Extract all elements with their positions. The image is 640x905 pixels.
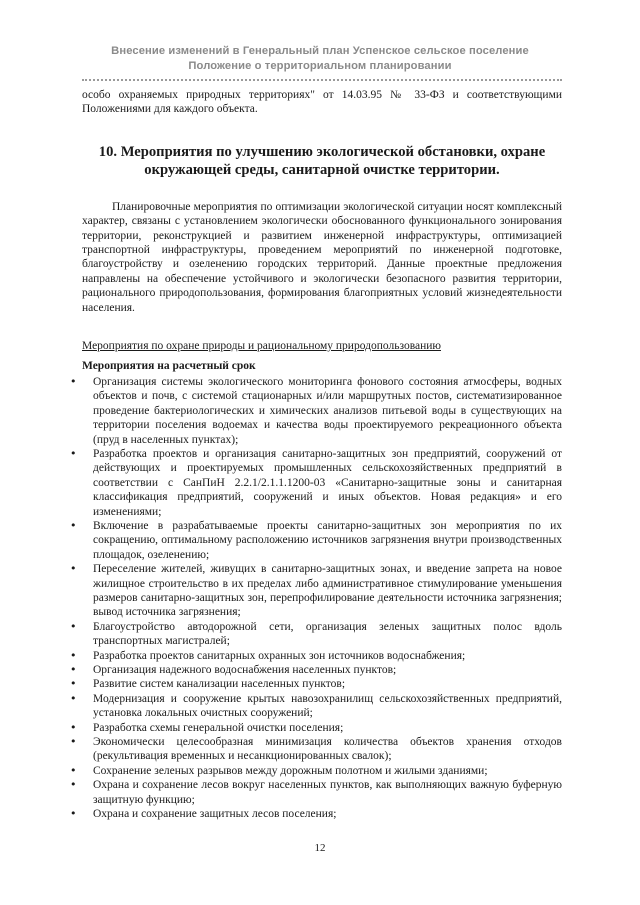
bullet-icon: • bbox=[70, 735, 77, 749]
list-item bbox=[70, 807, 562, 821]
list-item bbox=[70, 446, 562, 519]
list-item bbox=[70, 374, 562, 447]
list-item bbox=[70, 648, 562, 663]
bullet-icon: • bbox=[70, 374, 77, 388]
list-item bbox=[70, 677, 562, 691]
bullet-icon: • bbox=[70, 677, 77, 691]
list-item-text: Экономически целесообразная минимизация количества объектов хранения отходов (рекультивация временных и несанкционированных свалок); bbox=[93, 736, 562, 763]
running-header bbox=[60, 44, 580, 74]
bullet-icon: • bbox=[70, 648, 77, 662]
list-item-text: Развитие систем канализации населенных пунктов; bbox=[93, 678, 346, 691]
list-item-text: Модернизация и сооружение крытых навозохранилищ сельскохозяйственных предприятий, установка локальных очистных сооружений; bbox=[93, 692, 562, 720]
header-divider bbox=[82, 79, 562, 81]
page-body bbox=[70, 88, 562, 821]
bullet-icon: • bbox=[70, 778, 77, 792]
list-item bbox=[70, 735, 562, 764]
bullet-icon: • bbox=[70, 763, 77, 777]
header-line-1: Внесение изменений в Генеральный план Успенское сельское поселение bbox=[111, 45, 529, 57]
section-paragraph: Планировочные мероприятия по оптимизации экологической ситуации носят комплексный характер, связаны с установлением экологически обоснованного функционального зонирования территории, реконструкцией и развитием инженерной инфраструктуры, оптимизацией транспортной инфраструктуры, проведением мероприятий по инженерной подготовке, благоустройству и озеленению городских территорий. Данные проектные предложения направлены на обеспечение устойчивого и экологически безопасного развития территории, рационального природопользования, формирования благоприятных условий жизнедеятельности населения. bbox=[82, 200, 562, 314]
list-item-text: Сохранение зеленых разрывов между дорожным полотном и жилыми зданиями; bbox=[93, 764, 488, 777]
list-item bbox=[70, 518, 562, 562]
list-item-text: Охрана и сохранение лесов вокруг населенных пунктов, как выполняющих важную буферную защитную функцию; bbox=[93, 779, 562, 806]
list-item-text: Организация надежного водоснабжения населенных пунктов; bbox=[93, 664, 397, 676]
bullet-icon: • bbox=[70, 691, 77, 705]
measures-list bbox=[70, 374, 562, 822]
list-item-text: Включение в разрабатываемые проекты санитарно-защитных зон мероприятия по их сокращению, оптимальному расположению источников загрязнения внутри производственных площадок, озеленению; bbox=[93, 519, 562, 561]
bullet-icon: • bbox=[70, 720, 77, 734]
list-heading: Мероприятия на расчетный срок bbox=[82, 360, 256, 373]
subheading: Мероприятия по охране природы и рациональному природопользованию bbox=[82, 340, 441, 353]
bullet-icon: • bbox=[70, 619, 77, 633]
list-item bbox=[70, 619, 562, 649]
intro-continuation: особо охраняемых природных территориях" от 14.03.95 № 33-ФЗ и соответствующими Положениями для каждого объекта. bbox=[82, 89, 562, 116]
bullet-icon: • bbox=[70, 446, 77, 460]
list-item-text: Разработка проектов и организация санитарно-защитных зон предприятий, сооружений от действующих и проектируемых промышленных сельскохозяйственных предприятий в соответствии с СанПиН 2.2.1/2.1.1.1200-03 «Санитарно-защитные зоны и санитарная классификация предприятий, сооружений и иных объектов. Новая редакция» и его изменениями; bbox=[93, 447, 562, 518]
list-item bbox=[70, 691, 562, 721]
list-item bbox=[70, 663, 562, 677]
bullet-icon: • bbox=[70, 807, 77, 821]
list-item-text: Охрана и сохранение защитных лесов поселения; bbox=[93, 808, 337, 821]
list-item bbox=[70, 778, 562, 807]
list-item bbox=[70, 763, 562, 778]
header-line-2: Положение о территориальном планировании bbox=[188, 60, 452, 72]
list-item bbox=[70, 720, 562, 735]
list-item-text: Переселение жителей, живущих в санитарно-защитных зонах, и введение запрета на новое жилищное строительство в их пределах либо административное стимулирование уменьшения размеров санитарно-защитных зон, перепрофилирование деятельности источника загрязнения; вывод источника загрязнения; bbox=[93, 563, 562, 619]
list-item-text: Разработка схемы генеральной очистки поселения; bbox=[93, 721, 344, 734]
list-item-text: Организация системы экологического мониторинга фонового состояния атмосферы, водных объектов и почв, с системой стационарных и/или маршрутных постов, систематизированное проведение бактериологических и химических анализов питьевой воды в существующих на территории поселения водоемах и качества воды проектируемого рекреационного объекта (пруд в населенных пунктах); bbox=[93, 375, 562, 446]
bullet-icon: • bbox=[70, 663, 77, 676]
section-title: 10. Мероприятия по улучшению экологической обстановки, охране окружающей среды, санитарной очистке территории. bbox=[98, 143, 546, 178]
page-number: 12 bbox=[314, 842, 326, 854]
bullet-icon: • bbox=[70, 518, 77, 532]
list-item bbox=[70, 562, 562, 620]
bullet-icon: • bbox=[70, 562, 77, 576]
list-item-text: Благоустройство автодорожной сети, организация зеленых защитных полос вдоль транспортных магистралей; bbox=[93, 620, 562, 648]
list-item-text: Разработка проектов санитарных охранных зон источников водоснабжения; bbox=[93, 649, 466, 662]
